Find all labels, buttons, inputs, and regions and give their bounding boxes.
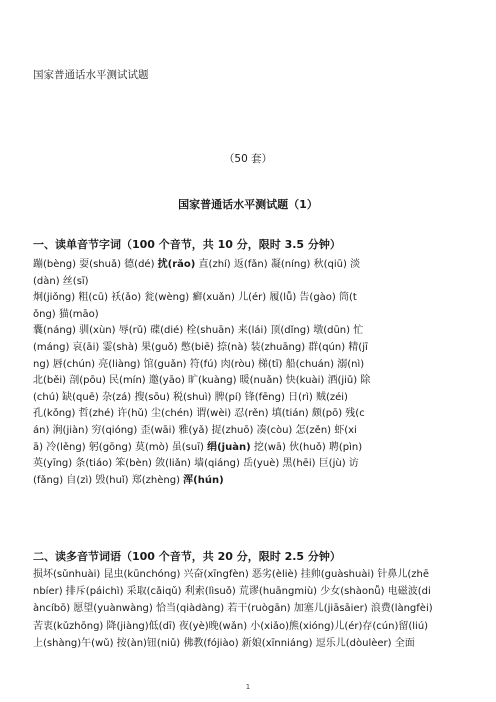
line-text-part: àncíbō) 愿望(yuànwàng) 恰当(qiàdàng) 若干(ruògān) 加塞儿(jiāsāier) 浪费(làngfèi) — [33, 603, 433, 615]
text-line — [33, 373, 471, 389]
line-text — [33, 423, 357, 439]
text-line — [33, 567, 471, 583]
bold-entry: 绢(juàn) — [207, 441, 251, 453]
bold-entry: 浑(hún) — [183, 474, 224, 486]
line-text — [33, 274, 89, 290]
text-line — [33, 323, 471, 339]
line-text-part: ā) 冷(lěng) 躬(gōng) 莫(mò) 虽(suī) — [33, 441, 208, 453]
text-line — [33, 601, 471, 617]
line-text — [33, 290, 357, 306]
line-text — [33, 357, 364, 373]
line-text — [33, 473, 224, 489]
text-line — [33, 406, 471, 422]
section1-heading: 一、读单音节字词（100 个音节，共 10 分，限时 3.5 分钟） — [33, 238, 341, 251]
line-text — [33, 340, 368, 356]
line-text-part: nbíer) 排斥(páichì) 采取(cǎiqǔ) 利索(lìsuǒ) 荒谬(huāngmiù) 少女(shàonǚ) 电磁波(di — [33, 586, 431, 598]
bold-entry: 扰(rǎo) — [157, 259, 196, 270]
line-text-part: 孔(kǒng) 哲(zhé) 许(hǔ) 尘(chén) 谓(wèi) 忍(rěn) 填(tián) 颇(pō) 残(c — [33, 408, 365, 420]
line-text-part: 损坏(sǔnhuài) 昆虫(kūnchóng) 兴奋(xīngfèn) 恶劣(èliè) 挂帅(guàshuài) 针鼻儿(zhē — [33, 569, 429, 580]
text-line — [33, 619, 471, 635]
line-text — [33, 601, 433, 617]
line-text — [33, 456, 359, 472]
line-text — [33, 636, 415, 652]
text-line — [33, 390, 471, 406]
text-line — [33, 307, 471, 323]
line-text — [33, 619, 428, 635]
text-line — [33, 423, 471, 439]
line-text-part: ǒng) 猫(māo) — [33, 308, 99, 320]
line-text — [33, 584, 431, 600]
text-line — [33, 290, 471, 306]
set-count: （50 套） — [223, 153, 273, 165]
line-text — [33, 307, 99, 323]
line-text-part: 英(yīng) 条(tiáo) 笨(bèn) 敛(liǎn) 墙(qiáng) 岳(yuè) 黑(hēi) 巨(jù) 访 — [33, 458, 359, 470]
line-text-part: (dàn) 丝(sī) — [33, 275, 89, 287]
text-line — [33, 584, 471, 600]
line-text — [33, 373, 370, 389]
section2-heading: 二、读多音节词语（100 个音节，共 20 分，限时 2.5 分钟） — [33, 550, 341, 563]
line-text-part: 囊(náng) 驯(xùn) 辱(rǔ) 碟(dié) 栓(shuān) 来(lái) 顶(dǐng) 墩(dūn) 忙 — [33, 325, 364, 337]
text-line — [33, 440, 471, 456]
line-text-part: 苦衷(kǔzhōng) 降(jiàng)低(dī) 夜(yè)晚(wǎn) 小(xiǎo)熊(xióng)儿(ér)存(cún)留(liú) — [33, 620, 429, 632]
line-text-part: 炯(jiǒng) 粗(cū) 袄(ǎo) 瓮(wèng) 癣(xuǎn) 儿(ér) 履(lǚ) 告(gào) 筒(t — [33, 292, 357, 304]
text-line — [33, 257, 471, 273]
line-text-part: (máng) 哀(āi) 霎(shà) 果(guǒ) 憋(biē) 捺(nà) 装(zhuāng) 群(qún) 精(jī — [33, 342, 368, 353]
line-text-part: án) 涧(jiàn) 穷(qióng) 歪(wāi) 雅(yǎ) 捉(zhuō) 凑(còu) 怎(zěn) 虾(xi — [33, 425, 357, 436]
line-text-part: 挖(wā) 伙(huǒ) 聘(pìn) — [250, 441, 363, 453]
line-text — [33, 440, 362, 456]
text-line — [33, 357, 471, 373]
text-line — [33, 473, 471, 489]
line-text — [33, 390, 348, 406]
line-text-part: (fǎng) 自(zì) 毁(huǐ) 郑(zhèng) — [33, 474, 184, 486]
line-text — [33, 406, 365, 422]
text-line — [33, 340, 471, 356]
line-text-part: 北(běi) 剖(pōu) 民(mín) 邀(yāo) 旷(kuàng) 暖(nuǎn) 快(kuài) 酒(jiǔ) 除 — [33, 375, 371, 387]
line-text-part: ng) 唇(chún) 亮(liàng) 馆(guǎn) 符(fú) 肉(ròu) 梯(tī) 船(chuán) 溺(nì) — [33, 358, 365, 370]
line-text — [33, 323, 363, 339]
line-text — [33, 257, 360, 273]
line-text — [33, 567, 429, 583]
text-line — [33, 636, 471, 652]
line-text-part: 上(shàng)午(wǔ) 按(àn)钮(niǔ) 佛教(fójiào) 新娘(xīnniáng) 逗乐儿(dòulèer) 全面 — [33, 637, 415, 649]
text-line — [33, 274, 471, 290]
page-number: 1 — [245, 683, 251, 691]
line-text-part: 直(zhí) 返(fǎn) 凝(níng) 秋(qiū) 淡 — [195, 259, 361, 270]
test-title: 国家普通话水平测试题（1） — [178, 198, 318, 211]
text-line — [33, 456, 471, 472]
line-text-part: (chú) 缺(quē) 杂(zá) 搜(sōu) 税(shuì) 脾(pí) 锋(fēng) 日(rì) 贼(zéi) — [33, 391, 348, 403]
document-title: 国家普通话水平测试试题 — [33, 69, 149, 81]
line-text-part: 蹦(bèng) 耍(shuǎ) 德(dé) — [33, 259, 158, 270]
